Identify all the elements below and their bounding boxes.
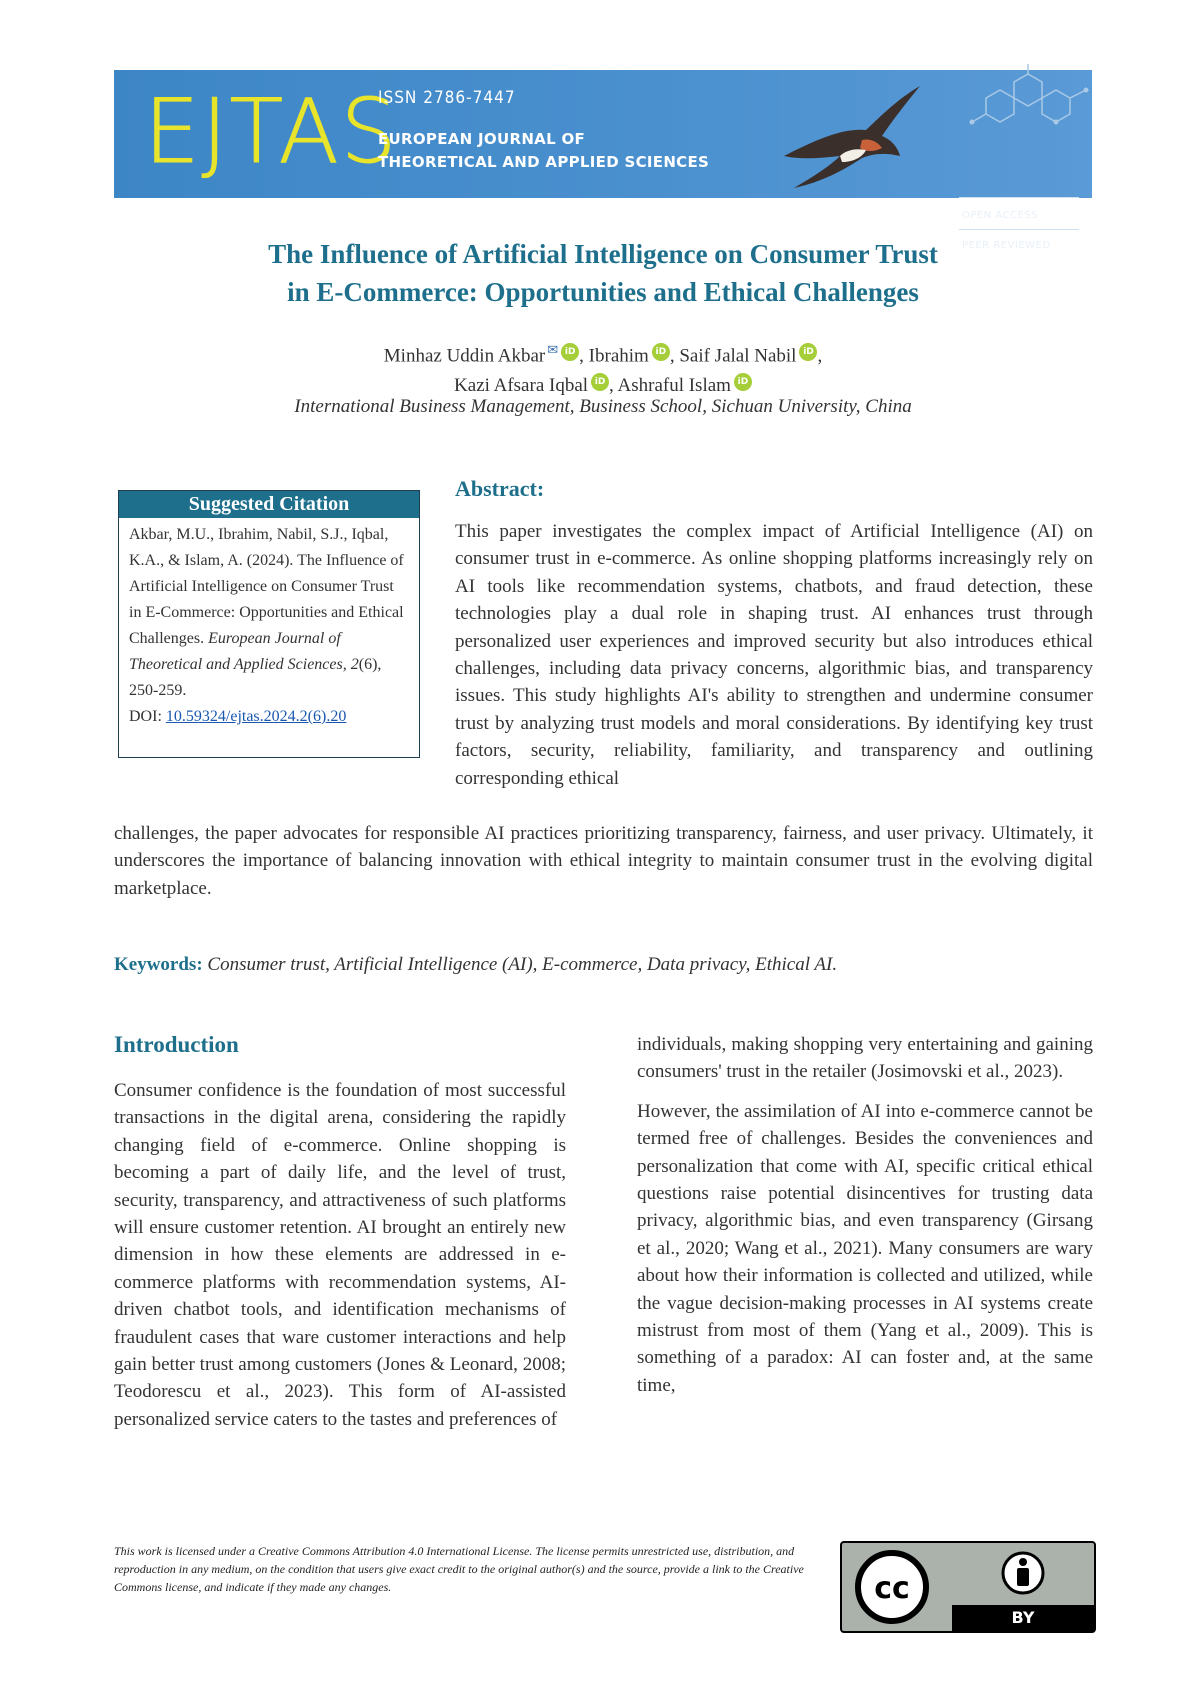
journal-name: EUROPEAN JOURNAL OF THEORETICAL AND APPLIED SCIENCES <box>378 130 710 171</box>
abstract-text: This paper investigates the complex impact of Artificial Intelligence (AI) on consumer trust in e-commerce. As online shopping platforms increasingly rely on AI tools like recommendation systems, chatbots, and fraud detection, these technologies play a dual role in shaping trust. AI enhances trust through personalized user experiences and improved security but also introduces ethical challenges, including data privacy concerns, algorithmic bias, and transparency issues. This study highlights AI's ability to strengthen and undermine consumer trust by analyzing trust models and moral considerations. By identifying key trust factors, security, reliability, familiarity, and transparency and outlining corresponding ethical <box>455 521 1093 789</box>
badge-divider <box>959 229 1079 230</box>
author-list: Minhaz Uddin Akbar ✉ iD , Ibrahim iD , Saif Jalal Nabil iD , Kazi Afsara Iqbal iD , Ashraful Islam iD <box>383 343 823 397</box>
paragraph: However, the assimilation of AI into e-commerce cannot be termed free of challenges. Besides the conveniences and personalization that come with AI, specific critical ethical questions raise potential disincentives for trusting data privacy, algorithmic bias, and even transparency (Girsang et al., 2020; Wang et al., 2021). Many consumers are wary about how their information is collected and utilized, while the vague decision-making processes in AI systems create mistrust from most of them (Yang et al., 2009). This is something of a paradox: AI can foster and, at the same time, <box>637 1100 1093 1396</box>
citation-text: Akbar, M.U., Ibrahim, Nabil, S.J., Iqbal, K.A., & Islam, A. (2024). The Influence of Artificial Intelligence on Consumer Trust in E-Commerce: Opportunities and Ethical Challenges. European Journal of Theoretical and Applied Sciences, 2(6), 250-259. DOI: 10.59324/ejtas.2024.2(6).20 <box>129 526 404 725</box>
introduction-column-right <box>637 1031 1093 1411</box>
citation-journal: European Journal of Theoretical and Applied Sciences, <box>129 630 347 673</box>
journal-banner <box>114 70 1092 251</box>
introduction-column-left: Consumer confidence is the foundation of most successful transactions in the digital arena, considering the rapidly changing field of e-commerce. Online shopping is becoming a part of daily life, and the level of trust, security, transparency, and attractiveness of such platforms will ensure customer retention. AI brought an entirely new dimension in how these elements are addressed in e-commerce platforms with recommendation systems, AI-driven chatbot tools, and identification mechanisms of fraudulent cases that ware customer interactions and help gain better trust among customers (Jones & Leonard, 2008; Teodorescu et al., 2023). This form of AI-assisted personalized service caters to the tastes and preferences of <box>114 1080 566 1430</box>
keywords-label: Keywords: <box>114 954 203 975</box>
author-name: Kazi Afsara Iqbal <box>454 375 589 397</box>
journal-logo: EJTAS <box>144 80 399 183</box>
orcid-icon[interactable]: iD <box>652 343 670 361</box>
author-name: Ibrahim <box>588 345 649 367</box>
paragraph: individuals, making shopping very entertaining and gaining consumers' trust in the retailer (Josimovski et al., 2023). <box>637 1034 1093 1083</box>
mail-icon[interactable]: ✉ <box>547 343 559 358</box>
orcid-icon[interactable]: iD <box>561 343 579 361</box>
abstract-text-continued: challenges, the paper advocates for responsible AI practices prioritizing transparency, fairness, and user privacy. Ultimately, it underscores the importance of balancing innovation with ethical integrity to maintain consumer trust in the evolving digital marketplace. <box>114 823 1093 899</box>
abstract-heading: Abstract: <box>455 476 545 501</box>
open-access-badge: OPEN ACCESS <box>962 210 1039 221</box>
author-name: Saif Jalal Nabil <box>679 345 797 367</box>
issn: ISSN 2786-7447 <box>378 88 516 108</box>
suggested-citation-box <box>118 490 420 758</box>
author-name: Ashraful Islam <box>617 375 731 397</box>
swallow-icon <box>774 78 924 190</box>
introduction-heading: Introduction <box>114 1032 239 1057</box>
license-text: This work is licensed under a Creative Commons Attribution 4.0 International License. The license permits unrestricted use, distribution, and reproduction in any medium, on the condition that users give exact credit to the original author(s) and the source, provide a link to the Creative Commons license, and indicate if they made any changes. <box>114 1544 804 1594</box>
author-name: Minhaz Uddin Akbar <box>383 345 546 367</box>
citation-volume: 2 <box>350 656 359 673</box>
cc-label: cc <box>874 1571 910 1606</box>
orcid-icon[interactable]: iD <box>591 373 609 391</box>
by-label: BY <box>952 1605 1094 1631</box>
doi-link[interactable]: 10.59324/ejtas.2024.2(6).20 <box>165 708 347 725</box>
affiliation: International Business Management, Business School, Sichuan University, China <box>294 396 912 417</box>
citation-heading: Suggested Citation <box>119 491 419 518</box>
orcid-icon[interactable]: iD <box>799 343 817 361</box>
keywords <box>114 954 1093 976</box>
badge-divider <box>959 197 1079 198</box>
peer-reviewed-badge: PEER REVIEWED <box>962 240 1051 251</box>
keywords-value: Consumer trust, Artificial Intelligence (AI), E-commerce, Data privacy, Ethical AI. <box>207 954 838 975</box>
cc-by-badge[interactable] <box>840 1541 1096 1633</box>
orcid-icon[interactable]: iD <box>734 373 752 391</box>
molecule-icon <box>954 70 1092 145</box>
article-title: The Influence of Artificial Intelligence on Consumer Trust in E-Commerce: Opportunities and Ethical Challenges <box>268 239 938 307</box>
